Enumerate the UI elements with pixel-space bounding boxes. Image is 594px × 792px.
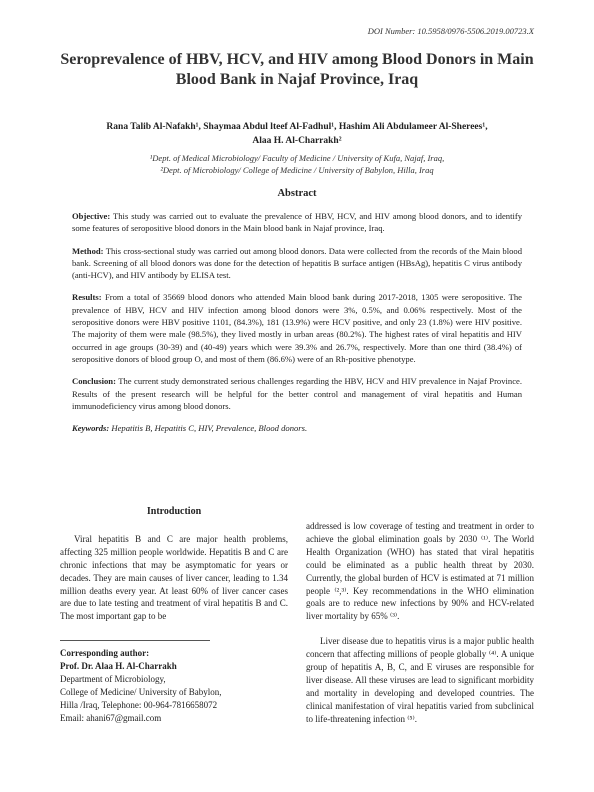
author-list: [60, 120, 534, 148]
corresponding-college: College of Medicine/ University of Babylon,: [60, 687, 222, 697]
affiliation-2: ²Dept. of Microbiology/ College of Medicine / University of Babylon, Hilla, Iraq: [160, 165, 434, 175]
results-label: Results:: [72, 292, 102, 303]
abstract-method: [72, 245, 522, 282]
abstract-heading: Abstract: [277, 188, 317, 199]
method-text: This cross-sectional study was carried out among blood donors. Data were collected from the records of the Main blood bank. Screening of all blood donors was done for the detection of hepatitis B surface antigen (HBsAg), hepatitis C virus antibody (anti-HCV), and HIV antibody by ELISA test.: [72, 245, 522, 281]
objective-label: Objective:: [72, 211, 111, 221]
corresponding-email[interactable]: Email: ahani67@gmail.com: [60, 713, 162, 723]
abstract-keywords: [72, 422, 522, 434]
keywords-label: Keywords:: [72, 423, 110, 434]
affiliations: [60, 152, 534, 176]
corresponding-dept: Department of Microbiology,: [60, 674, 166, 684]
method-label: Method:: [72, 245, 104, 256]
conclusion-label: Conclusion:: [72, 376, 116, 387]
right-column: [306, 520, 534, 726]
footnote-divider: [60, 640, 210, 641]
results-text: From a total of 35669 blood donors who attended Main blood bank during 2017-2018, 1305 were seropositive. The prevalence of HBV, HCV and HIV infection among blood donors were 3%, 0.5%, and 0.06% respectively. Most of the seropositive donors were HBV positive 1101, (84.3%), 181 (13.9%) were HCV positive, and only 23 (1.8%) were HIV positive. The majority of them were male (98.5%), they lived mostly in urban areas (80.2%). The highest rates of viral hepatitis and HIV occurred in age groups (30-39) and (40-49) years which were 39.3% and 26.7%, respectively. More than one third (38.4%) of seropositive donors of blood group O, and most of them (86.6%) were of an Rh-positive phenotype.: [72, 292, 522, 364]
introduction-heading: Introduction: [146, 506, 202, 517]
author-line-2: Alaa H. Al-Charrakh²: [252, 136, 342, 146]
abstract-conclusion: [72, 375, 522, 412]
abstract-results: [72, 291, 522, 365]
affiliation-1: ¹Dept. of Medical Microbiology/ Faculty of Medicine / University of Kufa, Najaf, Iraq,: [149, 153, 445, 163]
corresponding-name: Prof. Dr. Alaa H. Al-Charrakh: [60, 661, 177, 671]
author-line-1: Rana Talib Al-Nafakh¹, Shaymaa Abdul lteef Al-Fadhul¹, Hashim Ali Abdulameer Al-Sherees¹,: [106, 122, 488, 132]
corresponding-heading: Corresponding author:: [60, 648, 150, 658]
abstract-objective: [72, 210, 522, 235]
intro-paragraph-left: Viral hepatitis B and C are major health problems, affecting 325 million people worldwide. Hepatitis B and C are chronic infections that may be asymptomatic for years or decades. They are main causes of liver cancer, leading to 1.34 million deaths every year. At least 60% of liver cancer cases are due to late testing and treatment of viral hepatitis B and C. The most important gap to be: [60, 533, 288, 622]
keywords-text: Hepatitis B, Hepatitis C, HIV, Prevalence, Blood donors.: [111, 423, 308, 434]
intro-paragraph-right-1: addressed is low coverage of testing and treatment in order to achieve the global elimination goals by 2030 ⁽¹⁾. The World Health Organization (WHO) has stated that viral hepatitis could be eliminated as a public health threat by 2030. Currently, the global burden of HCV is estimated at 71 million people ⁽²,³⁾. Key recommendations in the WHO elimination goals are to reduce new infections by 90% and HCV-related liver mortality by 65% ⁽³⁾.: [306, 521, 534, 622]
objective-text: This study was carried out to evaluate the prevalence of HBV, HCV, and HIV among blood donors, and to identify some features of seropositive blood donors in the Main blood bank in Najaf province, Iraq.: [72, 211, 522, 234]
abstract-body: [72, 210, 522, 444]
corresponding-address: Hilla /Iraq, Telephone: 00-964-7816658072: [60, 700, 218, 710]
left-column: [60, 506, 288, 623]
intro-paragraph-right-2: Liver disease due to hepatitis virus is a major public health concern that affecting millions of people globally ⁽⁴⁾. A unique group of hepatitis A, B, C, and E viruses are responsible for liver disease. All these viruses are lead to significant morbidity and mortality in developing and developed countries. The clinical manifestation of viral hepatitis varied from subclinical to life-threatening infection ⁽⁵⁾.: [306, 636, 534, 724]
corresponding-author-box: [60, 640, 288, 725]
doi-number: DOI Number: 10.5958/0976-5506.2019.00723.X: [367, 26, 534, 36]
paper-title: Seroprevalence of HBV, HCV, and HIV among Blood Donors in Main Blood Bank in Najaf Province, Iraq: [60, 51, 534, 88]
conclusion-text: The current study demonstrated serious challenges regarding the HBV, HCV and HIV prevalence in Najaf Province. Results of the present research will be helpful for the better control and management of viral hepatitis and Human immunodeficiency virus among blood donors.: [72, 376, 522, 411]
